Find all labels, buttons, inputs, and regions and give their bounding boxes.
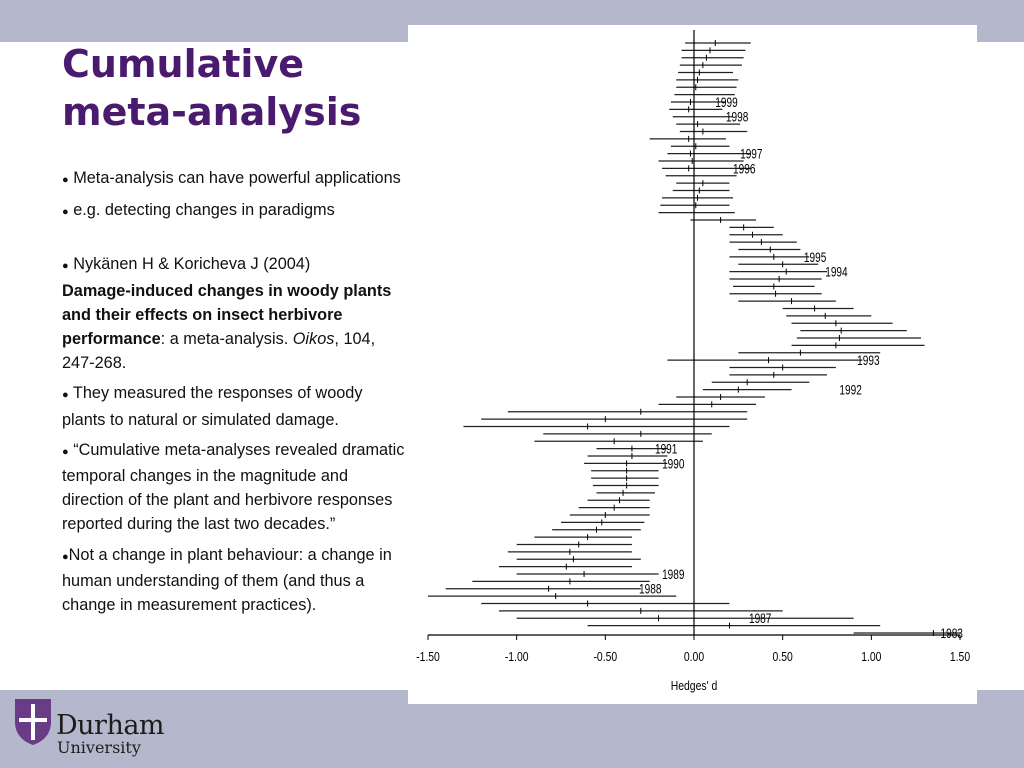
bullet-text: e.g. detecting changes in paradigms: [73, 201, 335, 220]
year-label: 1998: [725, 109, 749, 126]
slide-title-line-2: meta-analysis: [62, 90, 362, 134]
year-label: 1988: [639, 581, 662, 598]
x-tick-label: 0.50: [772, 649, 793, 665]
x-tick-label: 0.00: [683, 649, 705, 665]
forest-plot: [408, 25, 977, 704]
bullet-dot: ●: [62, 550, 69, 563]
citation-journal: Oikos: [292, 330, 335, 349]
year-label: 1992: [839, 382, 862, 399]
bullet-text: Meta-analysis can have powerful applications: [73, 169, 401, 187]
year-label: 1993: [857, 352, 880, 369]
slide-title: [62, 40, 402, 136]
bullet-item-citation: [62, 252, 407, 375]
year-label: 1994: [825, 264, 848, 281]
logo-name: Durham: [56, 710, 165, 741]
bullet-item: [62, 543, 407, 618]
slide-title-line-1: Cumulative: [62, 42, 304, 86]
bullet-dot: ●: [62, 389, 69, 402]
x-tick-label: 1.50: [949, 649, 971, 665]
x-axis-label: Hedges' d: [670, 678, 718, 694]
bullet-dot: ●: [62, 174, 69, 186]
bullet-text: They measured the responses of woody plants to natural or simulated damage.: [62, 384, 363, 429]
bullet-item: [62, 381, 407, 431]
logo-subtitle: University: [57, 738, 141, 757]
citation-authors: Nykänen H & Koricheva J (2004): [73, 255, 311, 274]
bullet-dot: ●: [62, 206, 69, 219]
year-label: 1983: [940, 625, 963, 642]
bullet-text: “Cumulative meta-analyses revealed dramatic temporal changes in the magnitude and direction of the plant and herbivore responses reported during the last two decades.”: [62, 440, 405, 534]
x-tick-label: -1.00: [504, 649, 529, 665]
bullet-dot: ●: [62, 260, 69, 273]
x-axis: [416, 635, 970, 664]
citation-subtitle: : a meta-analysis.: [160, 330, 293, 349]
year-label: 1991: [654, 441, 678, 458]
bullet-text: Not a change in plant behaviour: a change in human understanding of them (and thus a change in measurement practices).: [62, 545, 392, 615]
year-label: 1987: [748, 610, 772, 627]
x-tick-label: -1.50: [416, 649, 440, 665]
x-tick-label: -0.50: [593, 649, 618, 665]
year-label: 1989: [662, 566, 685, 583]
forest-plot-panel: [408, 25, 977, 704]
bullet-list: [62, 166, 407, 623]
bullet-item: [62, 198, 407, 224]
year-label: 1990: [662, 455, 685, 472]
bullet-item: [62, 166, 407, 192]
shield-icon: [14, 698, 52, 746]
citation-title: Damage-induced changes in woody plants and their effects on insect herbivore performance: [62, 281, 392, 349]
year-label: 1999: [715, 94, 738, 111]
citation-volume: , 104, 247-268.: [62, 330, 376, 373]
x-tick-label: 1.00: [861, 649, 882, 665]
bullet-dot: ●: [62, 445, 69, 458]
year-label: 1997: [740, 146, 763, 163]
durham-logo: [14, 694, 174, 764]
year-label: 1996: [733, 160, 756, 177]
bullet-item: [62, 438, 407, 537]
year-label: 1995: [803, 249, 827, 266]
